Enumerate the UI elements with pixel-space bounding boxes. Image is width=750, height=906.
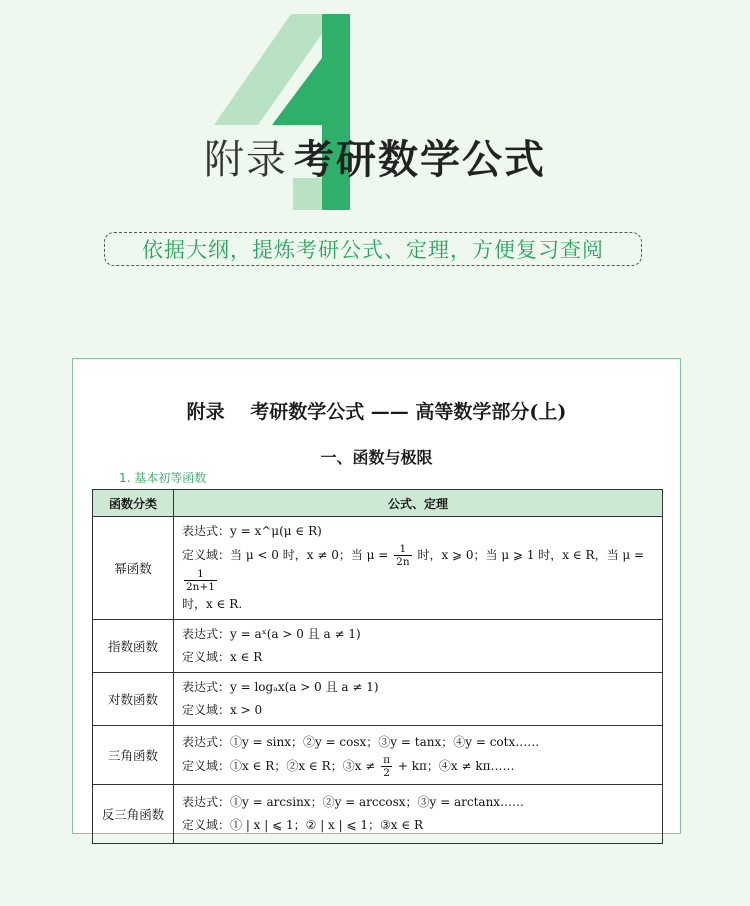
domain-text: + kπ；④x ≠ kπ……: [397, 759, 515, 773]
table-header-row: [93, 490, 663, 517]
row-category: 三角函数: [93, 726, 174, 785]
domain-text: 时，x ⩾ 0；当 μ ⩾ 1 时，x ∈ R，当 μ =: [417, 548, 645, 562]
fraction-denominator: 2n+1: [186, 581, 215, 593]
row-formulas: [174, 673, 663, 726]
row-category: 指数函数: [93, 620, 174, 673]
chapter-number-4-graphic: [0, 0, 750, 230]
expression-line: 表达式：y = logₐx(a > 0 且 a ≠ 1): [182, 680, 379, 694]
fraction-denominator: 2: [383, 767, 390, 779]
domain-line: 定义域：x > 0: [182, 703, 263, 717]
domain-line: [182, 754, 654, 779]
table-row: [93, 726, 663, 785]
fraction: [184, 568, 217, 593]
expression-line: 表达式：y = aˣ(a > 0 且 a ≠ 1): [182, 627, 361, 641]
row-category: 对数函数: [93, 673, 174, 726]
title-main: 考研数学公式: [294, 137, 546, 183]
fraction-numerator: 1: [184, 568, 217, 581]
formula-card: [72, 358, 681, 834]
domain-text: 定义域：当 μ < 0 时，x ≠ 0；当 μ =: [182, 548, 389, 562]
table-row: [93, 517, 663, 620]
subsection-title: 1. 基本初等函数: [119, 471, 207, 485]
row-category: 反三角函数: [93, 785, 174, 844]
header-category: 函数分类: [93, 490, 174, 517]
fraction-denominator: 2n: [396, 556, 410, 568]
row-formulas: [174, 726, 663, 785]
header-formula: 公式、定理: [174, 490, 663, 517]
domain-line: 定义域：x ∈ R: [182, 650, 263, 664]
expression-line: 表达式：①y = sinx；②y = cosx；③y = tanx；④y = cotx……: [182, 735, 540, 749]
domain-text: 定义域：①x ∈ R；②x ∈ R；③x ≠: [182, 759, 376, 773]
tagline-banner: 依据大纲，提炼考研公式、定理，方便复习查阅: [104, 232, 642, 266]
expression-line: 表达式：y = x^μ(μ ∈ R): [182, 524, 322, 538]
row-formulas: [174, 517, 663, 620]
fraction-numerator: π: [383, 754, 391, 766]
row-formulas: [174, 785, 663, 844]
table-row: [93, 620, 663, 673]
domain-line: 定义域：① | x | ⩽ 1；② | x | ⩽ 1；③x ∈ R: [182, 818, 424, 832]
fraction-numerator: 1: [394, 543, 411, 556]
fraction: [381, 754, 392, 779]
card-title: 附录 考研数学公式 —— 高等数学部分(上): [186, 401, 567, 423]
formula-table: [92, 489, 663, 844]
domain-line: 时，x ∈ R.: [182, 597, 243, 611]
row-formulas: [174, 620, 663, 673]
page-title: [0, 128, 750, 185]
section-title: 一、函数与极限: [320, 448, 433, 467]
fraction: [394, 543, 411, 568]
table-row: [93, 673, 663, 726]
row-category: 幂函数: [93, 517, 174, 620]
hero-banner: [0, 0, 750, 340]
table-row: [93, 785, 663, 844]
expression-line: 表达式：①y = arcsinx；②y = arccosx；③y = arctanx……: [182, 795, 525, 809]
domain-line: [182, 543, 654, 593]
title-prefix: 附录: [204, 137, 288, 183]
